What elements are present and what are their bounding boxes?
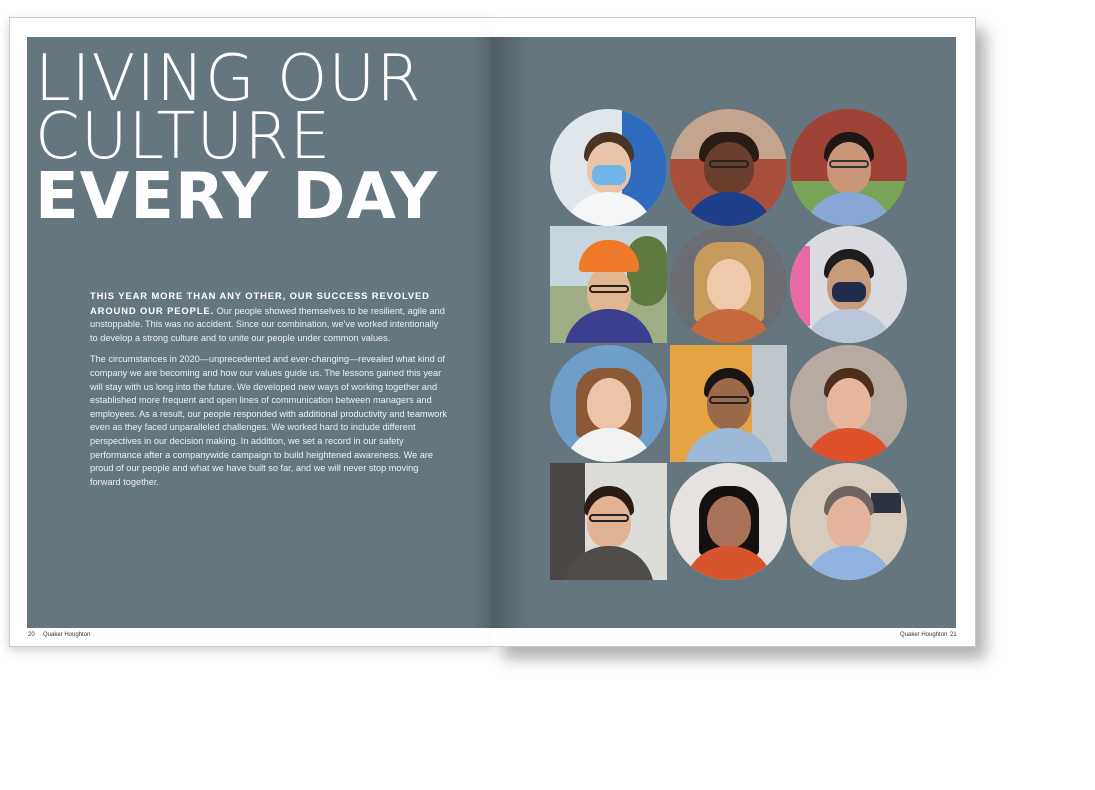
left-page: [9, 17, 493, 647]
spine-shadow-left: [471, 37, 493, 628]
employee-photo-woman-orange-top: [670, 463, 787, 580]
employee-photo-bearded-man: [790, 109, 907, 226]
body-copy: [90, 289, 447, 497]
employee-photo-hard-hat: [550, 226, 667, 343]
employee-photo-orange-sweater: [790, 345, 907, 462]
right-page-number: 21: [950, 632, 957, 638]
employee-photo-grid: [550, 109, 907, 579]
left-page-panel: [27, 37, 493, 628]
employee-photo-smiling-woman: [550, 345, 667, 462]
employee-photo-glasses-man: [670, 345, 787, 462]
right-page: [492, 17, 976, 647]
spine-shadow-right: [492, 37, 530, 628]
right-footer-company: Quaker Houghton: [900, 632, 948, 638]
body-paragraph-1: [90, 289, 447, 345]
page-heading: [35, 42, 439, 234]
right-page-panel: [492, 37, 956, 628]
body-paragraph-2: The circumstances in 2020—unprecedented and ever-changing—revealed what kind of company we are becoming and how our values guide us. The lessons gained this year will stay with us long into the future. We developed new ways of working together and established more frequent and open lines of communication between managers and employees. As a result, our people responded with additional productivity and teamwork even as they faced unparalleled challenges. We worked hard to include different perspectives in our decision making. In addition, we set a record in our safety performance after a companywide campaign to build heightened awareness. We are proud of our people and what we have built so far, and we will never stop moving forward together.: [90, 354, 447, 487]
paragraph-1-text: Our people showed themselves to be resilient, agile and unstoppable. This was no accident. Since our combination, we've worked intentionally to develop a strong culture and to unite our people under common values.: [90, 305, 445, 343]
employee-photo-man-blue-shirt: [790, 463, 907, 580]
lead-sentence: THIS YEAR MORE THAN ANY OTHER, OUR SUCCESS REVOLVED AROUND OUR PEOPLE.: [90, 290, 430, 316]
employee-photo-glasses-woman: [670, 109, 787, 226]
left-footer-company: Quaker Houghton: [43, 632, 91, 638]
employee-photo-lab-coat-mask: [550, 109, 667, 226]
heading-line-2: CULTURE: [35, 100, 332, 174]
employee-photo-young-man-glasses: [550, 463, 667, 580]
heading-line-1: LIVING OUR: [35, 42, 422, 116]
heading-line-3: EVERY DAY: [35, 160, 439, 234]
left-page-number: 20: [28, 632, 35, 638]
employee-photo-navy-mask: [790, 226, 907, 343]
employee-photo-blonde-woman: [670, 226, 787, 343]
